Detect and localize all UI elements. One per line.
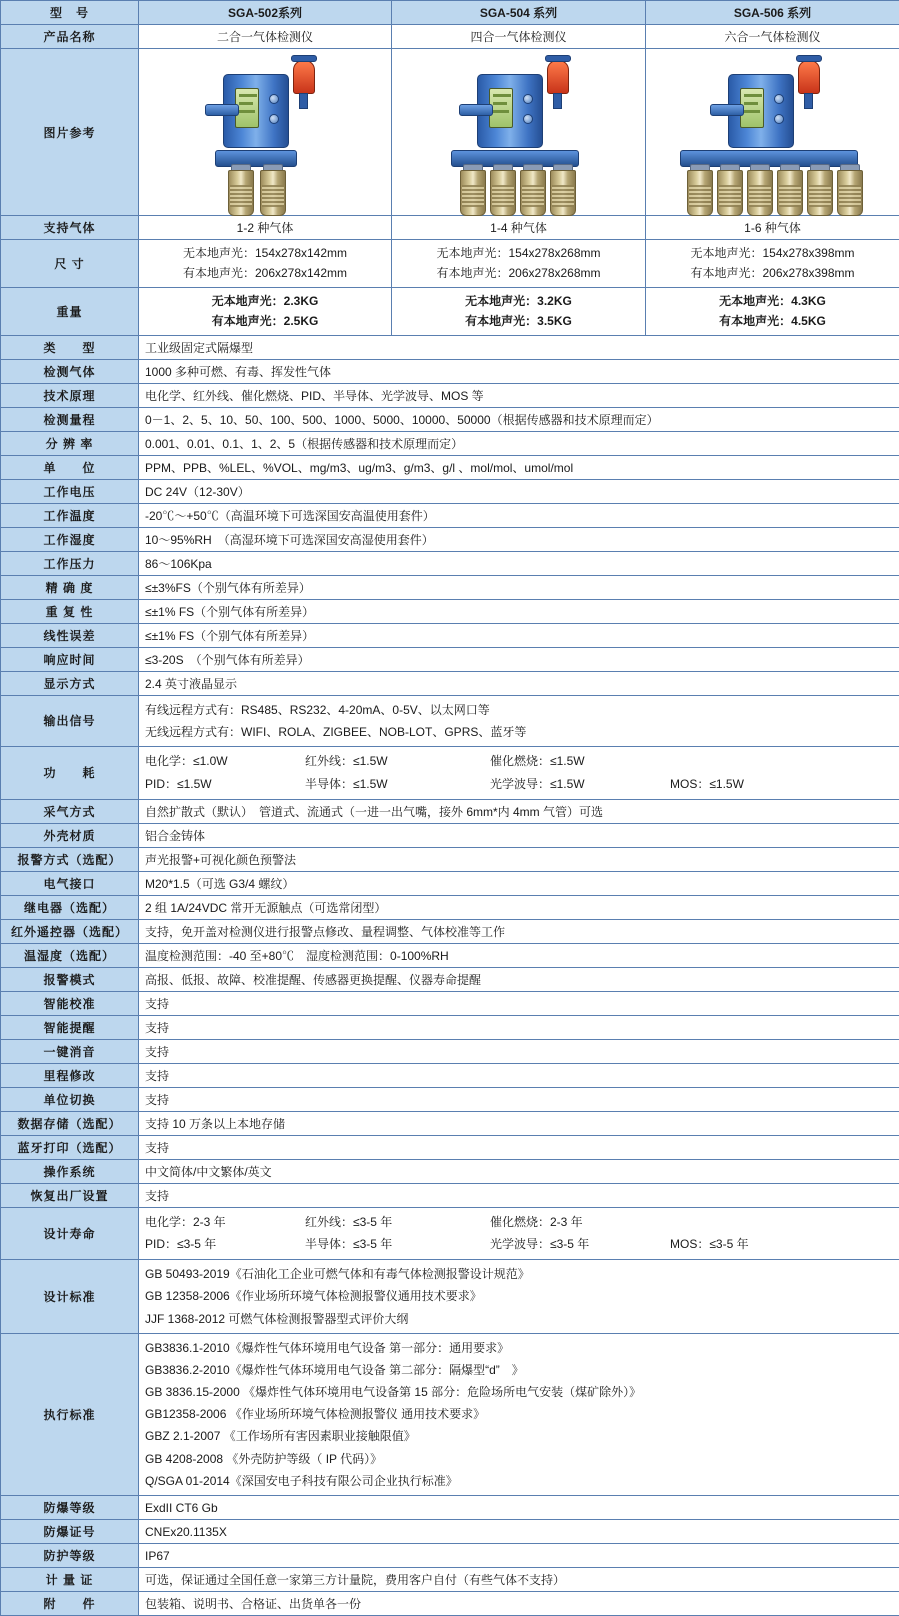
row-value-design-life [139, 1207, 899, 1260]
gas-probe-4 [550, 170, 576, 216]
row-label-detect-gas: 检测气体 [1, 359, 139, 383]
row-label-remote: 红外遥控器（选配） [1, 919, 139, 943]
weight-504-line1: 无本地声光：3.2KG [398, 291, 639, 311]
row-value-alarm-way: 声光报警+可视化颜色预警法 [139, 847, 899, 871]
gas-probe-2 [490, 170, 516, 216]
row-label-principle: 技术原理 [1, 383, 139, 407]
row-value-unit-switch: 支持 [139, 1087, 899, 1111]
power-mos: MOS：≤1.5W [670, 773, 820, 796]
detector-knob-2 [523, 114, 533, 124]
power-electrochemical: 电化学：≤1.0W [145, 750, 305, 773]
row-label-product-name: 产品名称 [1, 25, 139, 49]
detector-mount [710, 104, 744, 116]
row-label-exec-standard: 执行标准 [1, 1333, 139, 1495]
table-row-range [1, 407, 899, 431]
gas-probe-1 [460, 170, 486, 216]
row-value-range-edit: 支持 [139, 1063, 899, 1087]
power-catalytic: 催化燃烧：≤1.5W [490, 750, 670, 773]
row-value-exec-standard [139, 1333, 899, 1495]
weight-506 [646, 287, 899, 335]
row-label-response-time: 响应时间 [1, 647, 139, 671]
row-label-image-reference: 图片参考 [1, 49, 139, 216]
size-506-line1: 无本地声光：154x278x398mm [652, 243, 893, 263]
table-row-storage [1, 1111, 899, 1135]
row-label-smart-remind: 智能提醒 [1, 1015, 139, 1039]
power-line2 [145, 773, 893, 796]
row-value-work-humid: 10～95%RH （高湿环境下可选深国安高湿使用套件） [139, 527, 899, 551]
output-wired: 有线远程方式有：RS485、RS232、4-20mA、0-5V、以太网口等 [145, 699, 893, 721]
detector-mount [459, 104, 493, 116]
row-value-work-press: 86～106Kpa [139, 551, 899, 575]
life-mos: MOS：≤3-5 年 [670, 1233, 820, 1256]
row-label-model: 型 号 [1, 1, 139, 25]
row-label-design-life: 设计寿命 [1, 1207, 139, 1260]
table-row-alarm-way [1, 847, 899, 871]
exec-standard-item: GB3836.1-2010《爆炸性气体环境用电气设备 第一部分：通用要求》 [145, 1337, 893, 1359]
product-name-504: 四合一气体检测仪 [392, 25, 646, 49]
row-value-work-temp: -20℃～+50℃（高温环境下可选深国安高温使用套件） [139, 503, 899, 527]
model-506: SGA-506 系列 [646, 1, 899, 25]
size-504-line1: 无本地声光：154x278x268mm [398, 243, 639, 263]
table-row-work-temp [1, 503, 899, 527]
support-gas-506: 1-6 种气体 [646, 216, 899, 240]
table-row-response-time [1, 647, 899, 671]
row-value-relay: 2 组 1A/24VDC 常开无源触点（可选常闭型） [139, 895, 899, 919]
row-value-linearity: ≤±1% FS（个别气体有所差异） [139, 623, 899, 647]
table-row-detect-gas [1, 359, 899, 383]
row-value-os: 中文简体/中文繁体/英文 [139, 1159, 899, 1183]
table-row-smart-remind [1, 1015, 899, 1039]
power-optical: 光学波导：≤1.5W [490, 773, 670, 796]
table-row-type [1, 335, 899, 359]
weight-504 [392, 287, 646, 335]
row-label-work-humid: 工作湿度 [1, 527, 139, 551]
row-label-accessory: 附 件 [1, 1592, 139, 1616]
row-label-shell: 外壳材质 [1, 823, 139, 847]
row-value-response-time: ≤3-20S （个别气体有所差异） [139, 647, 899, 671]
gas-probe-2 [260, 170, 286, 216]
detector-mount [205, 104, 239, 116]
support-gas-504: 1-4 种气体 [392, 216, 646, 240]
product-image-502 [139, 49, 392, 216]
table-row-ex-cert [1, 1520, 899, 1544]
table-row-exec-standard [1, 1333, 899, 1495]
gas-probe-1 [228, 170, 254, 216]
size-502 [139, 240, 392, 288]
table-row-shell [1, 823, 899, 847]
alarm-lamp-stem [299, 93, 308, 109]
row-label-alarm-way: 报警方式（选配） [1, 847, 139, 871]
row-label-accuracy: 精 确 度 [1, 575, 139, 599]
alarm-lamp-icon [798, 60, 820, 94]
table-row-relay [1, 895, 899, 919]
table-row-alarm-mode [1, 967, 899, 991]
exec-standard-item: GB 4208-2008 《外壳防护等级（ IP 代码）》 [145, 1448, 893, 1470]
row-value-storage: 支持 10 万条以上本地存储 [139, 1111, 899, 1135]
row-value-remote: 支持，免开盖对检测仪进行报警点修改、量程调整、气体校准等工作 [139, 919, 899, 943]
row-value-ex-grade: ExdII CT6 Gb [139, 1496, 899, 1520]
weight-506-line1: 无本地声光：4.3KG [652, 291, 893, 311]
row-value-elec-port: M20*1.5（可选 G3/4 螺纹） [139, 871, 899, 895]
table-row-unit-switch [1, 1087, 899, 1111]
row-value-bt-print: 支持 [139, 1135, 899, 1159]
row-label-ex-grade: 防爆等级 [1, 1496, 139, 1520]
row-value-repeatability: ≤±1% FS（个别气体有所差异） [139, 599, 899, 623]
row-label-size: 尺 寸 [1, 240, 139, 288]
product-name-506: 六合一气体检测仪 [646, 25, 899, 49]
size-502-line1: 无本地声光：154x278x142mm [145, 243, 385, 263]
table-row-support-gas [1, 216, 899, 240]
row-value-alarm-mode: 高报、低报、故障、校准提醒、传感器更换提醒、仪器寿命提醒 [139, 967, 899, 991]
design-standard-item: JJF 1368-2012 可燃气体检测报警器型式评价大纲 [145, 1308, 893, 1330]
row-label-relay: 继电器（选配） [1, 895, 139, 919]
weight-502-line1: 无本地声光：2.3KG [145, 291, 385, 311]
table-row-power [1, 746, 899, 799]
row-value-smart-cal: 支持 [139, 991, 899, 1015]
size-506-line2: 有本地声光：206x278x398mm [652, 263, 893, 283]
row-value-detect-gas: 1000 多种可燃、有毒、挥发性气体 [139, 359, 899, 383]
gas-probe-2 [717, 170, 743, 216]
detector-knob [523, 94, 533, 104]
detector-knob [269, 94, 279, 104]
table-row-ip-grade [1, 1544, 899, 1568]
table-row-smart-cal [1, 991, 899, 1015]
row-label-bt-print: 蓝牙打印（选配） [1, 1135, 139, 1159]
model-504: SGA-504 系列 [392, 1, 646, 25]
row-label-type: 类 型 [1, 335, 139, 359]
row-label-sampling: 采气方式 [1, 799, 139, 823]
row-value-type: 工业级固定式隔爆型 [139, 335, 899, 359]
table-row-voltage [1, 479, 899, 503]
table-row-range-edit [1, 1063, 899, 1087]
model-502: SGA-502系列 [139, 1, 392, 25]
table-row-os [1, 1159, 899, 1183]
table-row-sampling [1, 799, 899, 823]
gas-probe-6 [837, 170, 863, 216]
row-value-metering-cert: 可选，保证通过全国任意一家第三方计量院，费用客户自付（有些气体不支持） [139, 1568, 899, 1592]
row-label-support-gas: 支持气体 [1, 216, 139, 240]
row-value-ex-cert: CNEx20.1135X [139, 1520, 899, 1544]
gas-probe-3 [747, 170, 773, 216]
alarm-lamp-stem [553, 93, 562, 109]
table-row-temp-humid [1, 943, 899, 967]
table-row-image-reference [1, 49, 899, 216]
power-line1 [145, 750, 893, 773]
life-catalytic: 催化燃烧：2-3 年 [490, 1211, 670, 1234]
row-label-output-signal: 输出信号 [1, 695, 139, 746]
row-label-resolution: 分 辨 率 [1, 431, 139, 455]
gas-probe-3 [520, 170, 546, 216]
row-label-elec-port: 电气接口 [1, 871, 139, 895]
design-standard-item: GB 12358-2006《作业场所环境气体检测报警仪通用技术要求》 [145, 1285, 893, 1307]
table-row-repeat [1, 599, 899, 623]
table-row-weight [1, 287, 899, 335]
exec-standard-item: GB 3836.15-2000 《爆炸性气体环境用电气设备第 15 部分：危险场所电气安装（煤矿除外）》 [145, 1381, 893, 1403]
table-row-output-signal [1, 695, 899, 746]
exec-standard-item: Q/SGA 01-2014《深国安电子科技有限公司企业执行标准》 [145, 1470, 893, 1492]
exec-standard-item: GB3836.2-2010《爆炸性气体环境用电气设备 第二部分：隔爆型“d” 》 [145, 1359, 893, 1381]
table-row-remote [1, 919, 899, 943]
row-label-power: 功 耗 [1, 746, 139, 799]
table-row-design-life [1, 1207, 899, 1260]
exec-standard-item: GBZ 2.1-2007 《工作场所有害因素职业接触限值》 [145, 1425, 893, 1447]
gas-probe-1 [687, 170, 713, 216]
life-semiconductor: 半导体：≤3-5 年 [305, 1233, 490, 1256]
row-value-accuracy: ≤±3%FS（个别气体有所差异） [139, 575, 899, 599]
size-506 [646, 240, 899, 288]
life-optical: 光学波导：≤3-5 年 [490, 1233, 670, 1256]
table-row-unit [1, 455, 899, 479]
table-row-ex-grade [1, 1496, 899, 1520]
weight-504-line2: 有本地声光：3.5KG [398, 311, 639, 331]
gas-probe-5 [807, 170, 833, 216]
row-label-repeatability: 重 复 性 [1, 599, 139, 623]
table-row-principle [1, 383, 899, 407]
exec-standard-item: GB12358-2006 《作业场所环境气体检测报警仪 通用技术要求》 [145, 1403, 893, 1425]
product-image-504 [392, 49, 646, 216]
table-row-accuracy [1, 575, 899, 599]
life-pid: PID：≤3-5 年 [145, 1233, 305, 1256]
row-value-one-key-mute: 支持 [139, 1039, 899, 1063]
support-gas-502: 1-2 种气体 [139, 216, 392, 240]
alarm-lamp-stem [804, 93, 813, 109]
row-value-temp-humid: 温度检测范围：-40 至+80℃ 湿度检测范围：0-100%RH [139, 943, 899, 967]
table-row-size [1, 240, 899, 288]
row-label-range-edit: 里程修改 [1, 1063, 139, 1087]
row-value-factory-reset: 支持 [139, 1183, 899, 1207]
row-label-work-temp: 工作温度 [1, 503, 139, 527]
row-label-alarm-mode: 报警模式 [1, 967, 139, 991]
row-label-storage: 数据存储（选配） [1, 1111, 139, 1135]
design-life-line2 [145, 1233, 893, 1256]
row-value-resolution: 0.001、0.01、0.1、1、2、5（根据传感器和技术原理而定） [139, 431, 899, 455]
row-label-temp-humid: 温湿度（选配） [1, 943, 139, 967]
design-life-line1 [145, 1211, 893, 1234]
alarm-lamp-cap [545, 55, 571, 62]
detector-knob-2 [774, 114, 784, 124]
table-row-linearity [1, 623, 899, 647]
alarm-lamp-cap [796, 55, 822, 62]
table-row-bt-print [1, 1135, 899, 1159]
row-value-voltage: DC 24V（12-30V） [139, 479, 899, 503]
row-label-voltage: 工作电压 [1, 479, 139, 503]
row-value-display: 2.4 英寸液晶显示 [139, 671, 899, 695]
row-label-metering-cert: 计 量 证 [1, 1568, 139, 1592]
row-label-one-key-mute: 一键消音 [1, 1039, 139, 1063]
table-row-design-standard [1, 1260, 899, 1334]
row-label-factory-reset: 恢复出厂设置 [1, 1183, 139, 1207]
weight-502 [139, 287, 392, 335]
table-row-model [1, 1, 899, 25]
row-value-accessory: 包装箱、说明书、合格证、出货单各一份 [139, 1592, 899, 1616]
row-label-ip-grade: 防护等级 [1, 1544, 139, 1568]
row-value-output-signal [139, 695, 899, 746]
row-value-shell: 铝合金铸体 [139, 823, 899, 847]
row-value-unit: PPM、PPB、%LEL、%VOL、mg/m3、ug/m3、g/m3、g/l 、mol/mol、umol/mol [139, 455, 899, 479]
life-electrochemical: 电化学：2-3 年 [145, 1211, 305, 1234]
row-label-os: 操作系统 [1, 1159, 139, 1183]
row-value-sampling: 自然扩散式（默认） 管道式、流通式（一进一出气嘴，接外 6mm*内 4mm 气管）可选 [139, 799, 899, 823]
product-name-502: 二合一气体检测仪 [139, 25, 392, 49]
row-value-range: 0－1、2、5、10、50、100、500、1000、5000、10000、50000（根据传感器和技术原理而定） [139, 407, 899, 431]
size-504 [392, 240, 646, 288]
row-label-range: 检测量程 [1, 407, 139, 431]
row-label-design-standard: 设计标准 [1, 1260, 139, 1334]
output-wireless: 无线远程方式有：WIFI、ROLA、ZIGBEE、NOB-LOT、GPRS、蓝牙等 [145, 721, 893, 743]
row-label-ex-cert: 防爆证号 [1, 1520, 139, 1544]
table-row-elec-port [1, 871, 899, 895]
power-pid: PID：≤1.5W [145, 773, 305, 796]
table-row-metering-cert [1, 1568, 899, 1592]
design-standard-item: GB 50493-2019《石油化工企业可燃气体和有毒气体检测报警设计规范》 [145, 1263, 893, 1285]
table-row-work-press [1, 551, 899, 575]
weight-502-line2: 有本地声光：2.5KG [145, 311, 385, 331]
alarm-lamp-icon [547, 60, 569, 94]
row-label-unit: 单 位 [1, 455, 139, 479]
alarm-lamp-cap [291, 55, 317, 62]
power-semiconductor: 半导体：≤1.5W [305, 773, 490, 796]
table-row-work-humid [1, 527, 899, 551]
row-label-linearity: 线性误差 [1, 623, 139, 647]
product-image-506 [646, 49, 899, 216]
row-label-display: 显示方式 [1, 671, 139, 695]
row-value-ip-grade: IP67 [139, 1544, 899, 1568]
row-value-principle: 电化学、红外线、催化燃烧、PID、半导体、光学波导、MOS 等 [139, 383, 899, 407]
life-infrared: 红外线：≤3-5 年 [305, 1211, 490, 1234]
row-label-work-press: 工作压力 [1, 551, 139, 575]
row-value-smart-remind: 支持 [139, 1015, 899, 1039]
detector-knob-2 [269, 114, 279, 124]
weight-506-line2: 有本地声光：4.5KG [652, 311, 893, 331]
gas-manifold [215, 150, 297, 167]
power-infrared: 红外线：≤1.5W [305, 750, 490, 773]
table-row-product-name [1, 25, 899, 49]
gas-probe-4 [777, 170, 803, 216]
row-label-weight: 重量 [1, 287, 139, 335]
table-row-resolution [1, 431, 899, 455]
size-502-line2: 有本地声光：206x278x142mm [145, 263, 385, 283]
size-504-line2: 有本地声光：206x278x268mm [398, 263, 639, 283]
detector-knob [774, 94, 784, 104]
row-label-smart-cal: 智能校准 [1, 991, 139, 1015]
table-row-accessory [1, 1592, 899, 1616]
row-value-power [139, 746, 899, 799]
table-row-display [1, 671, 899, 695]
row-value-design-standard [139, 1260, 899, 1334]
row-label-unit-switch: 单位切换 [1, 1087, 139, 1111]
alarm-lamp-icon [293, 60, 315, 94]
table-row-factory-reset [1, 1183, 899, 1207]
table-row-one-key-mute [1, 1039, 899, 1063]
